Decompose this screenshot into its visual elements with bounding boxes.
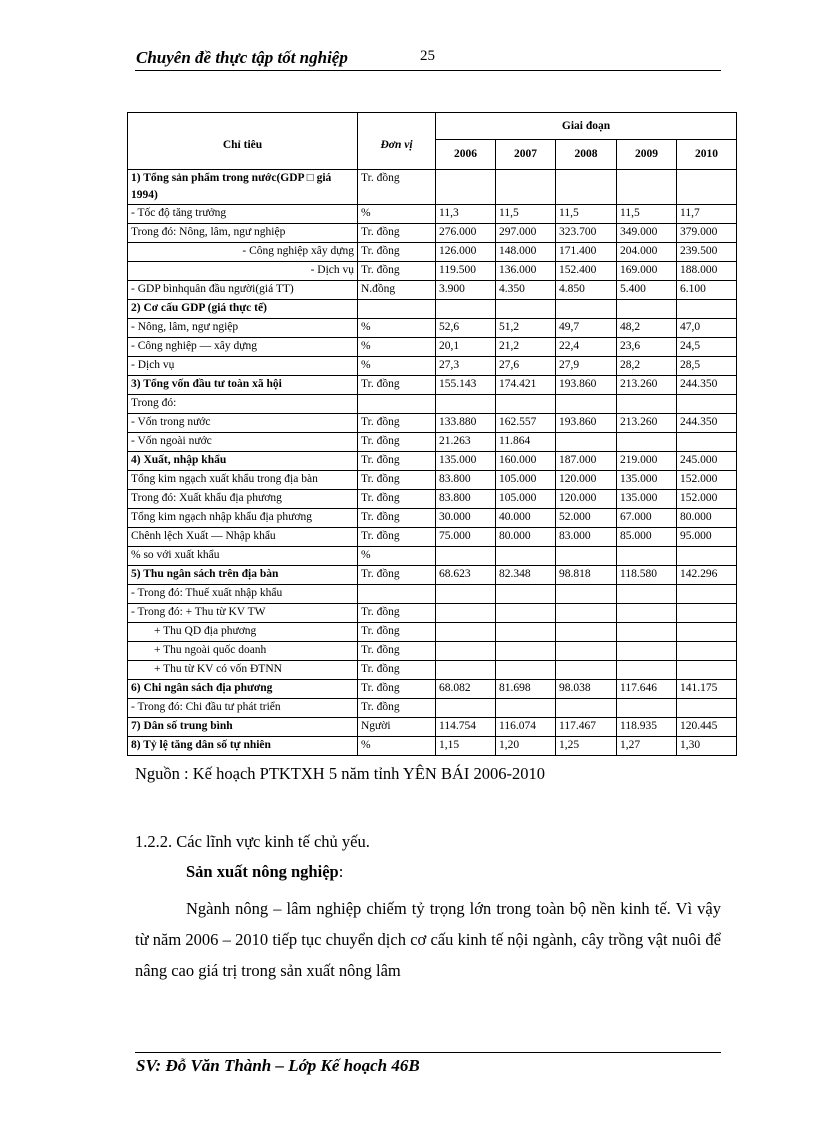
row-value-2008: 4.850 xyxy=(556,281,617,300)
table-row xyxy=(128,224,737,243)
table-row xyxy=(128,395,737,414)
row-value-2009: 169.000 xyxy=(617,262,677,281)
row-indicator: - Công nghiệp xây dựng xyxy=(128,243,358,262)
row-unit: Tr. đồng xyxy=(358,243,436,262)
row-unit: Tr. đồng xyxy=(358,376,436,395)
row-value-2006 xyxy=(436,604,496,623)
header-year: 2006 xyxy=(436,140,496,170)
table-row xyxy=(128,170,737,205)
row-value-2010: 245.000 xyxy=(677,452,737,471)
header-period: Giai đoạn xyxy=(436,113,737,140)
row-value-2010: 244.350 xyxy=(677,376,737,395)
table-row xyxy=(128,585,737,604)
row-value-2010: 152.000 xyxy=(677,471,737,490)
row-value-2009: 11,5 xyxy=(617,205,677,224)
row-value-2008 xyxy=(556,661,617,680)
row-value-2006: 126.000 xyxy=(436,243,496,262)
row-value-2008: 49,7 xyxy=(556,319,617,338)
row-value-2008 xyxy=(556,395,617,414)
row-unit xyxy=(358,300,436,319)
row-value-2010 xyxy=(677,604,737,623)
header-year: 2009 xyxy=(617,140,677,170)
row-value-2007: 11,5 xyxy=(496,205,556,224)
row-value-2007 xyxy=(496,300,556,319)
row-value-2008: 22,4 xyxy=(556,338,617,357)
row-value-2009 xyxy=(617,547,677,566)
table-row xyxy=(128,623,737,642)
row-value-2008: 11,5 xyxy=(556,205,617,224)
row-value-2007: 297.000 xyxy=(496,224,556,243)
table-row xyxy=(128,737,737,756)
row-indicator: - Trong đó: Thuế xuất nhập khẩu xyxy=(128,585,358,604)
row-value-2007: 148.000 xyxy=(496,243,556,262)
header-year: 2010 xyxy=(677,140,737,170)
footer-rule xyxy=(135,1052,721,1053)
row-value-2008 xyxy=(556,623,617,642)
row-unit xyxy=(358,395,436,414)
row-value-2010 xyxy=(677,395,737,414)
table-row xyxy=(128,281,737,300)
row-indicator: 7) Dân số trung bình xyxy=(128,718,358,737)
row-indicator: 5) Thu ngân sách trên địa bàn xyxy=(128,566,358,585)
row-value-2007: 162.557 xyxy=(496,414,556,433)
row-value-2009: 135.000 xyxy=(617,471,677,490)
row-indicator: - Dịch vụ xyxy=(128,262,358,281)
row-value-2007 xyxy=(496,585,556,604)
row-unit: Tr. đồng xyxy=(358,224,436,243)
row-value-2007 xyxy=(496,604,556,623)
row-value-2007 xyxy=(496,623,556,642)
row-unit: Tr. đồng xyxy=(358,262,436,281)
row-unit: Tr. đồng xyxy=(358,642,436,661)
subheading xyxy=(186,862,343,882)
row-unit: Người xyxy=(358,718,436,737)
row-value-2007 xyxy=(496,661,556,680)
row-value-2008: 98.818 xyxy=(556,566,617,585)
row-value-2010: 141.175 xyxy=(677,680,737,699)
row-unit: N.đồng xyxy=(358,281,436,300)
row-indicator: - Trong đó: + Thu từ KV TW xyxy=(128,604,358,623)
row-value-2007: 51,2 xyxy=(496,319,556,338)
row-unit: Tr. đồng xyxy=(358,414,436,433)
row-unit: Tr. đồng xyxy=(358,433,436,452)
row-value-2006 xyxy=(436,170,496,205)
row-value-2007 xyxy=(496,395,556,414)
row-value-2008: 171.400 xyxy=(556,243,617,262)
row-value-2010 xyxy=(677,433,737,452)
row-value-2010: 142.296 xyxy=(677,566,737,585)
row-value-2007: 116.074 xyxy=(496,718,556,737)
table-row xyxy=(128,300,737,319)
row-value-2008: 120.000 xyxy=(556,490,617,509)
row-value-2006: 3.900 xyxy=(436,281,496,300)
row-value-2006: 83.800 xyxy=(436,471,496,490)
row-value-2006: 52,6 xyxy=(436,319,496,338)
row-value-2009: 23,6 xyxy=(617,338,677,357)
row-indicator: 2) Cơ cấu GDP (giá thực tế) xyxy=(128,300,358,319)
row-value-2007: 21,2 xyxy=(496,338,556,357)
table-row xyxy=(128,471,737,490)
row-value-2009 xyxy=(617,699,677,718)
row-unit: Tr. đồng xyxy=(358,699,436,718)
row-unit: % xyxy=(358,547,436,566)
row-value-2006 xyxy=(436,623,496,642)
table-row xyxy=(128,243,737,262)
row-value-2009: 213.260 xyxy=(617,414,677,433)
row-value-2009: 5.400 xyxy=(617,281,677,300)
row-value-2010: 1,30 xyxy=(677,737,737,756)
row-unit: Tr. đồng xyxy=(358,509,436,528)
row-value-2008: 193.860 xyxy=(556,376,617,395)
row-value-2009 xyxy=(617,395,677,414)
row-value-2009: 349.000 xyxy=(617,224,677,243)
row-value-2007 xyxy=(496,642,556,661)
row-indicator: 6) Chi ngân sách địa phương xyxy=(128,680,358,699)
row-value-2008: 98.038 xyxy=(556,680,617,699)
row-value-2006: 11,3 xyxy=(436,205,496,224)
row-value-2010: 6.100 xyxy=(677,281,737,300)
row-value-2008: 193.860 xyxy=(556,414,617,433)
row-value-2007 xyxy=(496,547,556,566)
row-value-2008: 152.400 xyxy=(556,262,617,281)
row-value-2007: 4.350 xyxy=(496,281,556,300)
row-unit: % xyxy=(358,319,436,338)
table-row xyxy=(128,338,737,357)
row-indicator: 1) Tổng sản phẩm trong nước(GDP □ giá 1994) xyxy=(128,170,358,205)
row-value-2006: 135.000 xyxy=(436,452,496,471)
row-value-2010: 152.000 xyxy=(677,490,737,509)
row-value-2006: 68.623 xyxy=(436,566,496,585)
row-value-2008: 323.700 xyxy=(556,224,617,243)
row-value-2008 xyxy=(556,585,617,604)
row-value-2010 xyxy=(677,547,737,566)
row-value-2010 xyxy=(677,623,737,642)
row-unit: Tr. đồng xyxy=(358,452,436,471)
row-value-2006 xyxy=(436,300,496,319)
row-value-2006: 27,3 xyxy=(436,357,496,376)
table-row xyxy=(128,262,737,281)
row-indicator: + Thu ngoài quốc doanh xyxy=(128,642,358,661)
row-value-2007: 160.000 xyxy=(496,452,556,471)
row-unit: Tr. đồng xyxy=(358,623,436,642)
row-value-2008: 83.000 xyxy=(556,528,617,547)
row-value-2009: 85.000 xyxy=(617,528,677,547)
row-value-2010 xyxy=(677,699,737,718)
row-indicator: - Vốn ngoài nước xyxy=(128,433,358,452)
row-value-2010: 95.000 xyxy=(677,528,737,547)
section-heading: 1.2.2. Các lĩnh vực kinh tế chủ yếu. xyxy=(135,832,370,851)
row-value-2006 xyxy=(436,585,496,604)
row-value-2010: 239.500 xyxy=(677,243,737,262)
subheading-text: Sản xuất nông nghiệp xyxy=(186,862,339,881)
row-value-2009: 219.000 xyxy=(617,452,677,471)
row-indicator: Chênh lệch Xuất — Nhập khẩu xyxy=(128,528,358,547)
row-value-2009: 204.000 xyxy=(617,243,677,262)
row-value-2010: 120.445 xyxy=(677,718,737,737)
table-row xyxy=(128,699,737,718)
subheading-colon: : xyxy=(338,862,344,881)
row-indicator: Trong đó: Nông, lâm, ngư nghiệp xyxy=(128,224,358,243)
table-row xyxy=(128,566,737,585)
row-value-2006: 1,15 xyxy=(436,737,496,756)
row-value-2010: 47,0 xyxy=(677,319,737,338)
row-value-2006 xyxy=(436,699,496,718)
row-value-2006 xyxy=(436,547,496,566)
table-row xyxy=(128,604,737,623)
row-value-2009 xyxy=(617,604,677,623)
row-unit: Tr. đồng xyxy=(358,490,436,509)
row-value-2008 xyxy=(556,170,617,205)
row-value-2007: 105.000 xyxy=(496,490,556,509)
row-indicator: - Trong đó: Chi đầu tư phát triển xyxy=(128,699,358,718)
row-value-2009: 67.000 xyxy=(617,509,677,528)
economic-indicators-table xyxy=(127,112,737,756)
row-unit: Tr. đồng xyxy=(358,680,436,699)
body-paragraph: Ngành nông – lâm nghiệp chiếm tỷ trọng lớn trong toàn bộ nền kinh tế. Vì vậy từ năm 2006 – 2010 tiếp tục chuyển dịch cơ cấu kinh tế nội ngành, cây trồng vật nuôi để nâng cao giá trị trong sản xuất nông lâm xyxy=(135,899,721,980)
row-value-2010 xyxy=(677,300,737,319)
row-value-2010: 24,5 xyxy=(677,338,737,357)
row-value-2006: 114.754 xyxy=(436,718,496,737)
row-value-2006: 21.263 xyxy=(436,433,496,452)
row-indicator: Trong đó: xyxy=(128,395,358,414)
row-value-2006: 75.000 xyxy=(436,528,496,547)
row-indicator: 4) Xuất, nhập khẩu xyxy=(128,452,358,471)
row-value-2009 xyxy=(617,585,677,604)
row-value-2007: 136.000 xyxy=(496,262,556,281)
row-value-2010: 11,7 xyxy=(677,205,737,224)
page-number: 25 xyxy=(420,48,435,64)
row-value-2010 xyxy=(677,661,737,680)
row-value-2010: 80.000 xyxy=(677,509,737,528)
row-value-2010 xyxy=(677,642,737,661)
table-row xyxy=(128,680,737,699)
row-value-2006: 276.000 xyxy=(436,224,496,243)
row-value-2006: 83.800 xyxy=(436,490,496,509)
row-value-2010: 188.000 xyxy=(677,262,737,281)
header-rule xyxy=(135,70,721,71)
row-value-2009: 1,27 xyxy=(617,737,677,756)
row-value-2010: 244.350 xyxy=(677,414,737,433)
table-row xyxy=(128,509,737,528)
row-value-2007: 27,6 xyxy=(496,357,556,376)
row-value-2007: 11.864 xyxy=(496,433,556,452)
row-value-2008 xyxy=(556,604,617,623)
row-indicator: - Tốc độ tăng trưởng xyxy=(128,205,358,224)
row-value-2009: 48,2 xyxy=(617,319,677,338)
row-value-2009: 28,2 xyxy=(617,357,677,376)
row-value-2010 xyxy=(677,170,737,205)
row-unit: % xyxy=(358,737,436,756)
row-value-2007: 81.698 xyxy=(496,680,556,699)
table-row xyxy=(128,205,737,224)
row-indicator: 8) Tỷ lệ tăng dân số tự nhiên xyxy=(128,737,358,756)
row-value-2009 xyxy=(617,661,677,680)
row-value-2008: 120.000 xyxy=(556,471,617,490)
row-indicator: Tổng kim ngạch nhập khẩu địa phương xyxy=(128,509,358,528)
row-value-2007: 174.421 xyxy=(496,376,556,395)
row-value-2007: 82.348 xyxy=(496,566,556,585)
row-value-2008: 187.000 xyxy=(556,452,617,471)
table-row xyxy=(128,376,737,395)
row-value-2009 xyxy=(617,623,677,642)
table-row xyxy=(128,414,737,433)
row-value-2008: 27,9 xyxy=(556,357,617,376)
row-indicator: - GDP bìnhquân đầu người(giá TT) xyxy=(128,281,358,300)
row-value-2008 xyxy=(556,547,617,566)
row-value-2006 xyxy=(436,395,496,414)
row-value-2009: 213.260 xyxy=(617,376,677,395)
table-row xyxy=(128,319,737,338)
header-indicator: Chỉ tiêu xyxy=(128,113,358,170)
row-value-2006 xyxy=(436,642,496,661)
table-row xyxy=(128,661,737,680)
table-row xyxy=(128,433,737,452)
row-value-2008 xyxy=(556,699,617,718)
row-value-2007 xyxy=(496,699,556,718)
row-unit: Tr. đồng xyxy=(358,528,436,547)
footer-text: SV: Đỗ Văn Thành – Lớp Kế hoạch 46B xyxy=(136,1056,420,1075)
row-indicator: - Công nghiệp — xây dựng xyxy=(128,338,358,357)
row-value-2010: 28,5 xyxy=(677,357,737,376)
table-row xyxy=(128,642,737,661)
row-unit: Tr. đồng xyxy=(358,661,436,680)
row-value-2008 xyxy=(556,300,617,319)
row-value-2009: 118.580 xyxy=(617,566,677,585)
table-row xyxy=(128,547,737,566)
row-value-2006: 155.143 xyxy=(436,376,496,395)
row-indicator: - Nông, lâm, ngư ngiệp xyxy=(128,319,358,338)
row-value-2007 xyxy=(496,170,556,205)
row-value-2009 xyxy=(617,642,677,661)
row-unit: Tr. đồng xyxy=(358,471,436,490)
row-value-2006: 68.082 xyxy=(436,680,496,699)
row-value-2008: 1,25 xyxy=(556,737,617,756)
row-value-2007: 40.000 xyxy=(496,509,556,528)
row-indicator: + Thu QD địa phương xyxy=(128,623,358,642)
table-row xyxy=(128,718,737,737)
row-value-2006: 119.500 xyxy=(436,262,496,281)
row-value-2007: 80.000 xyxy=(496,528,556,547)
row-indicator: Tổng kim ngạch xuất khẩu trong địa bàn xyxy=(128,471,358,490)
row-unit: % xyxy=(358,357,436,376)
row-value-2007: 1,20 xyxy=(496,737,556,756)
row-value-2006: 30.000 xyxy=(436,509,496,528)
table-body xyxy=(128,170,737,756)
row-value-2010: 379.000 xyxy=(677,224,737,243)
row-unit: Tr. đồng xyxy=(358,604,436,623)
row-indicator: % so với xuất khẩu xyxy=(128,547,358,566)
row-value-2009: 117.646 xyxy=(617,680,677,699)
row-unit: Tr. đồng xyxy=(358,566,436,585)
row-value-2010 xyxy=(677,585,737,604)
table-source: Nguồn : Kế hoạch PTKTXH 5 năm tỉnh YÊN BÁI 2006-2010 xyxy=(135,764,546,783)
header-title: Chuyên đề thực tập tốt nghiệp xyxy=(136,48,348,67)
row-indicator: - Dịch vụ xyxy=(128,357,358,376)
row-value-2008 xyxy=(556,642,617,661)
header-year: 2008 xyxy=(556,140,617,170)
row-value-2008: 117.467 xyxy=(556,718,617,737)
row-indicator: 3) Tổng vốn đầu tư toàn xã hội xyxy=(128,376,358,395)
row-indicator: - Vốn trong nước xyxy=(128,414,358,433)
row-value-2008 xyxy=(556,433,617,452)
row-value-2009 xyxy=(617,300,677,319)
table-row xyxy=(128,357,737,376)
table-row xyxy=(128,528,737,547)
row-indicator: + Thu từ KV có vốn ĐTNN xyxy=(128,661,358,680)
header-year: 2007 xyxy=(496,140,556,170)
row-value-2009 xyxy=(617,433,677,452)
row-value-2006: 20,1 xyxy=(436,338,496,357)
row-indicator: Trong đó: Xuất khẩu địa phương xyxy=(128,490,358,509)
row-value-2006: 133.880 xyxy=(436,414,496,433)
row-value-2007: 105.000 xyxy=(496,471,556,490)
row-value-2008: 52.000 xyxy=(556,509,617,528)
row-value-2009: 118.935 xyxy=(617,718,677,737)
row-unit: % xyxy=(358,205,436,224)
row-unit: Tr. đồng xyxy=(358,170,436,205)
table-row xyxy=(128,452,737,471)
row-value-2006 xyxy=(436,661,496,680)
row-value-2009: 135.000 xyxy=(617,490,677,509)
row-unit xyxy=(358,585,436,604)
table-row xyxy=(128,490,737,509)
header-unit: Đơn vị xyxy=(358,113,436,170)
row-value-2009 xyxy=(617,170,677,205)
row-unit: % xyxy=(358,338,436,357)
